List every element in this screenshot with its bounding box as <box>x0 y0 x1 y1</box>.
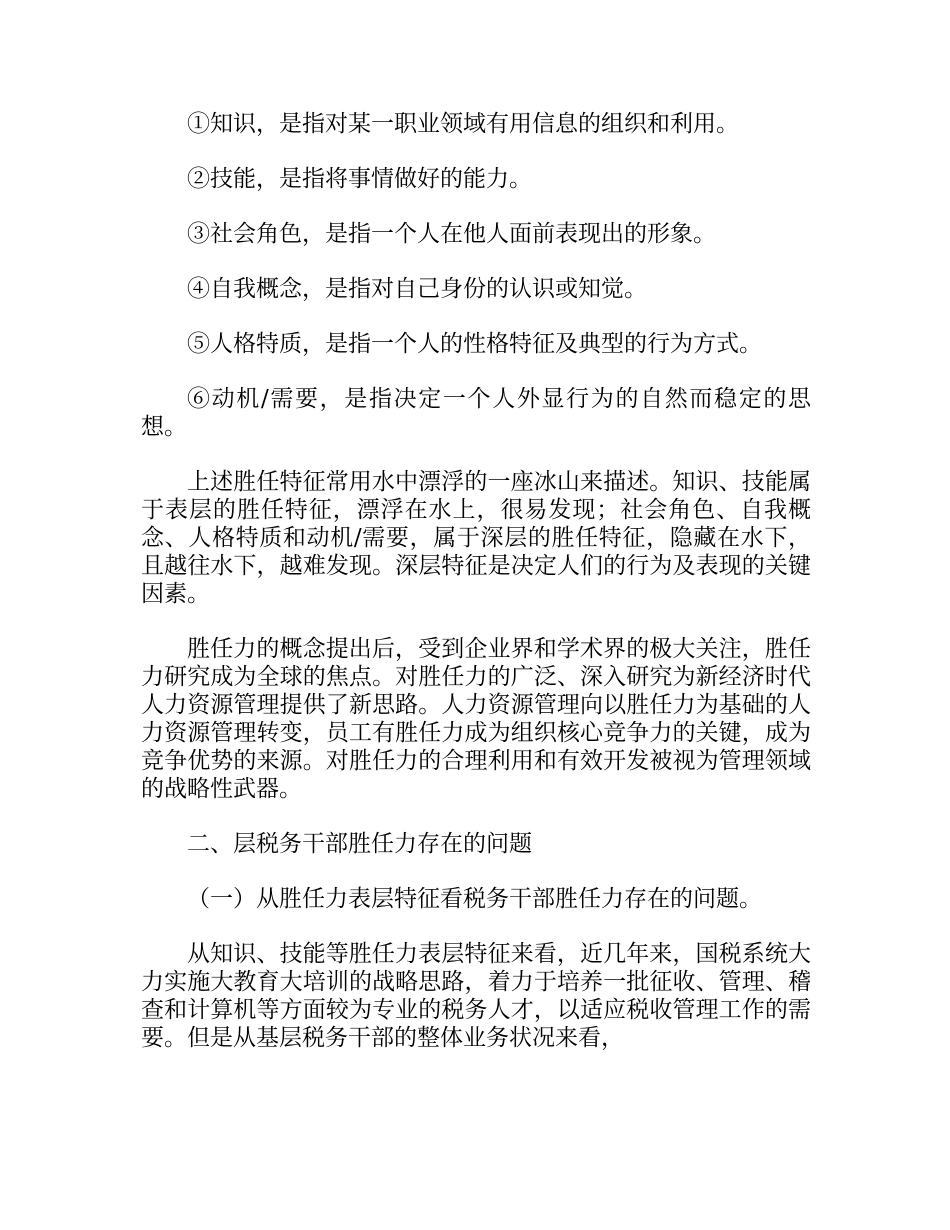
paragraph-competency-significance: 胜任力的概念提出后，受到企业界和学术界的极大关注，胜任力研究成为全球的焦点。对胜任力的广泛、深入研究为新经济时代人力资源管理提供了新思路。人力资源管理向以胜任力为基础的人力资源管理转变，员工有胜任力成为组织核心竞争力的关键，成为竞争优势的来源。对胜任力的合理利用和有效开发被视为管理领域的战略性武器。 <box>141 636 811 802</box>
section-heading: 二、层税务干部胜任力存在的问题 <box>187 831 532 857</box>
list-item-self-concept: ④自我概念，是指对自己身份的认识或知觉。 <box>187 276 647 302</box>
paragraph-surface-features: 从知识、技能等胜任力表层特征来看，近几年来，国税系统大力实施大教育大培训的战略思路，着力于培养一批征收、管理、稽查和计算机等方面较为专业的税务人才，以适应税收管理工作的需要。但是从基层税务干部的整体业务状况来看， <box>141 941 811 1051</box>
list-item-social-role: ③社会角色，是指一个人在他人面前表现出的形象。 <box>187 221 716 247</box>
list-item-skill: ②技能，是指将事情做好的能力。 <box>187 166 532 192</box>
subsection-heading: （一）从胜任力表层特征看税务干部胜任力存在的问题。 <box>187 886 762 912</box>
document-page <box>141 110 811 1052</box>
paragraph-iceberg-model: 上述胜任特征常用水中漂浮的一座冰山来描述。知识、技能属于表层的胜任特征，漂浮在水上，很易发现；社会角色、自我概念、人格特质和动机/需要，属于深层的胜任特征，隐藏在水下，且越往水下，越难发现。深层特征是决定人们的行为及表现的关键因素。 <box>141 469 811 607</box>
list-item-motivation: ⑥动机/需要，是指决定一个人外显行为的自然而稳定的思想。 <box>141 386 811 440</box>
list-item-knowledge: ①知识，是指对某一职业领域有用信息的组织和利用。 <box>187 111 739 137</box>
list-item-personality-trait: ⑤人格特质，是指一个人的性格特征及典型的行为方式。 <box>187 331 762 357</box>
